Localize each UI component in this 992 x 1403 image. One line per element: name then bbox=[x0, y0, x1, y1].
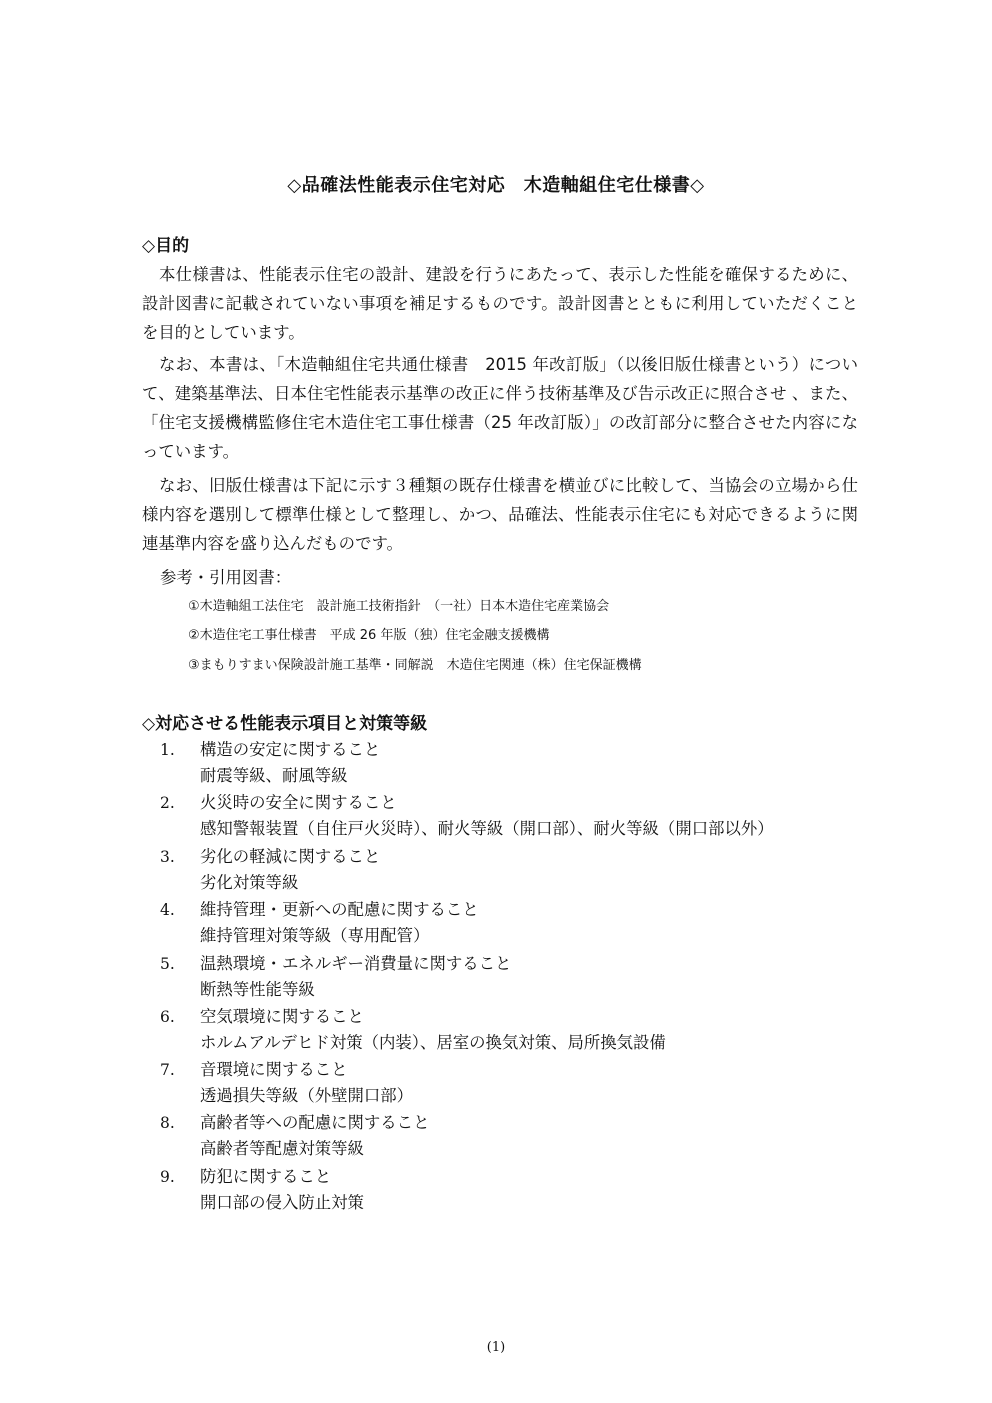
performance-item bbox=[142, 1058, 858, 1110]
item-detail: 維持管理対策等級（専用配管） bbox=[200, 926, 430, 945]
item-number: 8. bbox=[160, 1114, 175, 1132]
item-name: 温熱環境・エネルギー消費量に関すること bbox=[200, 954, 512, 973]
performance-item bbox=[142, 845, 858, 897]
performance-item bbox=[142, 791, 858, 843]
purpose-paragraph-2: なお、本書は、「木造軸組住宅共通仕様書 2015 年改訂版」（以後旧版仕様書という）について、建築基準法、日本住宅性能表示基準の改正に伴う技術基準及び告示改正に照合させ 、また、「住宅支援機構監修住宅木造住宅工事仕様書（25 年改訂版）」の改訂部分に整合させた内容になっています。 bbox=[142, 355, 858, 461]
item-number: 7. bbox=[160, 1061, 175, 1079]
item-number: 3. bbox=[160, 848, 175, 866]
page-number: (1) bbox=[486, 1340, 506, 1355]
purpose-paragraph-1: 本仕様書は、性能表示住宅の設計、建設を行うにあたって、表示した性能を確保するために、設計図書に記載されていない事項を補足するものです。設計図書とともに利用していただくことを目的としています。 bbox=[142, 265, 858, 342]
item-number: 1. bbox=[160, 741, 175, 759]
performance-item bbox=[142, 1111, 858, 1163]
item-number: 4. bbox=[160, 901, 175, 919]
reference-item-3: ③まもりすまい保険設計施工基準・同解説 木造住宅関連（株）住宅保証機構 bbox=[188, 658, 642, 673]
item-name: 火災時の安全に関すること bbox=[200, 793, 397, 812]
references-label: 参考・引用図書： bbox=[160, 568, 292, 587]
performance-item bbox=[142, 1165, 858, 1217]
item-detail: 劣化対策等級 bbox=[200, 873, 299, 892]
performance-item bbox=[142, 898, 858, 950]
item-number: 9. bbox=[160, 1168, 175, 1186]
item-number: 2. bbox=[160, 794, 175, 812]
performance-item bbox=[142, 738, 858, 790]
item-name: 維持管理・更新への配慮に関すること bbox=[200, 900, 479, 919]
performance-heading: ◇対応させる性能表示項目と対策等級 bbox=[142, 714, 428, 734]
purpose-heading: ◇目的 bbox=[142, 236, 190, 256]
item-number: 5. bbox=[160, 955, 175, 973]
item-name: 防犯に関すること bbox=[200, 1167, 332, 1186]
item-detail: 開口部の侵入防止対策 bbox=[200, 1193, 364, 1212]
item-name: 高齢者等への配慮に関すること bbox=[200, 1113, 430, 1132]
item-detail: ホルムアルデヒド対策（内装）、居室の換気対策、局所換気設備 bbox=[200, 1033, 666, 1052]
item-detail: 感知警報装置（自住戸火災時）、耐火等級（開口部）、耐火等級（開口部以外） bbox=[200, 819, 774, 838]
item-detail: 耐震等級、耐風等級 bbox=[200, 766, 348, 785]
reference-item-1: ①木造軸組工法住宅 設計施工技術指針 （一社）日本木造住宅産業協会 bbox=[188, 599, 610, 614]
performance-item bbox=[142, 1005, 858, 1057]
item-number: 6. bbox=[160, 1008, 175, 1026]
reference-item-2: ②木造住宅工事仕様書 平成 26 年版（独）住宅金融支援機構 bbox=[188, 628, 550, 643]
purpose-paragraph-3: なお、旧版仕様書は下記に示す３種類の既存仕様書を横並びに比較して、当協会の立場から仕様内容を選別して標準仕様として整理し、かつ、品確法、性能表示住宅にも対応できるように関連基準内容を盛り込んだものです。 bbox=[142, 476, 858, 553]
item-detail: 高齢者等配慮対策等級 bbox=[200, 1139, 364, 1158]
page-title: ◇品確法性能表示住宅対応 木造軸組住宅仕様書◇ bbox=[287, 175, 705, 196]
item-name: 音環境に関すること bbox=[200, 1060, 348, 1079]
item-detail: 透過損失等級（外壁開口部） bbox=[200, 1086, 414, 1105]
item-detail: 断熱等性能等級 bbox=[200, 980, 315, 999]
item-name: 空気環境に関すること bbox=[200, 1007, 364, 1026]
performance-item bbox=[142, 952, 858, 1004]
item-name: 劣化の軽減に関すること bbox=[200, 847, 381, 866]
item-name: 構造の安定に関すること bbox=[200, 740, 381, 759]
